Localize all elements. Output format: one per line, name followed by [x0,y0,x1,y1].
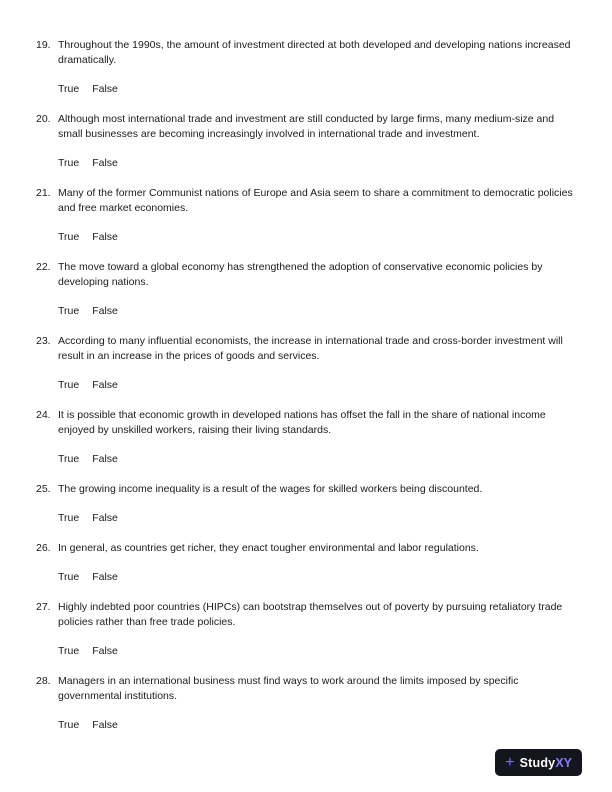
false-option[interactable]: False [92,719,118,731]
answer-options [58,452,576,467]
question-number: 26. [36,542,51,554]
question-item [36,334,576,408]
question-item [36,408,576,482]
question-number: 28. [36,675,51,687]
question-text: In general, as countries get richer, they enact tougher environmental and labor regulations. [58,542,479,554]
true-option[interactable]: True [58,453,80,465]
true-option[interactable]: True [58,231,80,243]
question-item [36,600,576,674]
brand-name: Study [519,755,556,770]
question-number: 21. [36,187,51,199]
question-text: Although most international trade and investment are still conducted by large firms, many medium-size and small businesses are becoming increasingly involved in international trade and investment. [58,113,555,140]
question-number: 22. [36,261,51,273]
question-item [36,541,576,600]
question-text: The growing income inequality is a result of the wages for skilled workers being discounted. [58,483,483,495]
question-text: According to many influential economists, the increase in international trade and cross-border investment will result in an increase in the prices of goods and services. [58,335,563,362]
false-option[interactable]: False [92,453,118,465]
answer-options [58,82,576,97]
true-option[interactable]: True [58,719,80,731]
question-item [36,112,576,186]
question-text: Highly indebted poor countries (HIPCs) can bootstrap themselves out of poverty by pursuing retaliatory trade policies rather than free trade policies. [58,601,563,628]
question-number: 25. [36,483,51,495]
question-item [36,186,576,260]
plus-icon: + [505,753,515,771]
false-option[interactable]: False [92,512,118,524]
false-option[interactable]: False [92,231,118,243]
answer-options [58,718,576,733]
answer-options [58,644,576,659]
answer-options [58,378,576,393]
question-number: 23. [36,335,51,347]
false-option[interactable]: False [92,645,118,657]
question-item [36,674,576,748]
answer-options [58,230,576,245]
answer-options [58,156,576,171]
true-option[interactable]: True [58,512,80,524]
question-text: Throughout the 1990s, the amount of investment directed at both developed and developing nations increased dramatically. [58,39,571,66]
false-option[interactable]: False [92,571,118,583]
question-item [36,260,576,334]
question-number: 20. [36,113,51,125]
false-option[interactable]: False [92,379,118,391]
question-item [36,482,576,541]
true-option[interactable]: True [58,305,80,317]
question-item [36,38,576,112]
question-number: 19. [36,39,51,51]
answer-options [58,511,576,526]
true-option[interactable]: True [58,645,80,657]
true-option[interactable]: True [58,157,80,169]
false-option[interactable]: False [92,157,118,169]
false-option[interactable]: False [92,305,118,317]
answer-options [58,304,576,319]
question-number: 27. [36,601,51,613]
false-option[interactable]: False [92,83,118,95]
question-number: 24. [36,409,51,421]
question-text: Many of the former Communist nations of Europe and Asia seem to share a commitment to democratic policies and free market economies. [58,187,573,214]
answer-options [58,570,576,585]
brand-name-accent: XY [555,755,572,770]
true-option[interactable]: True [58,83,80,95]
question-text: The move toward a global economy has strengthened the adoption of conservative economic policies by developing nations. [58,261,543,288]
question-text: It is possible that economic growth in developed nations has offset the fall in the share of national income enjoyed by unskilled workers, raising their living standards. [58,409,546,436]
true-option[interactable]: True [58,379,80,391]
studyxy-badge [495,749,582,776]
question-text: Managers in an international business must find ways to work around the limits imposed by specific governmental institutions. [58,675,519,702]
true-option[interactable]: True [58,571,80,583]
